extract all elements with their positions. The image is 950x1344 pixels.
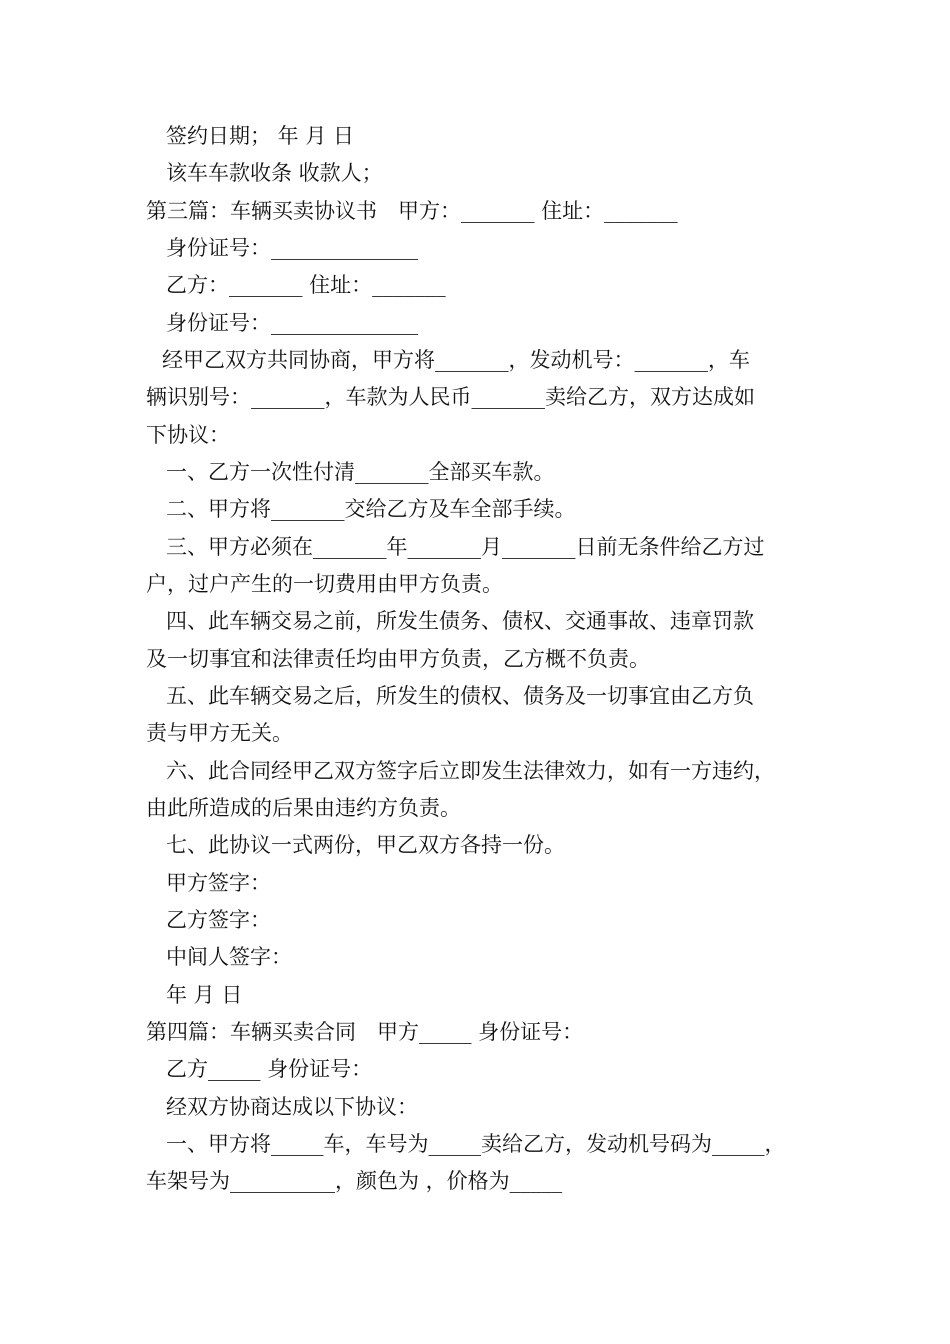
part-four-clause-1-continued: 车架号为__________，颜色为 ，价格为_____ [146,1169,563,1193]
clause-5-continued: 责与甲方无关。 [146,721,293,745]
clause-3-continued: 户，过户产生的一切费用由甲方负责。 [146,572,503,596]
party-b-signature: 乙方签字： [166,908,271,932]
party-b-line: 乙方：_______ 住址：_______ [166,273,446,297]
intermediary-signature: 中间人签字： [166,945,292,969]
clause-3: 三、甲方必须在_______年_______月_______日前无条件给乙方过 [166,535,765,559]
receipt-line: 该车车款收条 收款人； [166,161,383,185]
clause-2: 二、甲方将_______交给乙方及车全部手续。 [166,497,576,521]
agreement-paragraph-line: 下协议： [146,423,230,447]
clause-5: 五、此车辆交易之后，所发生的债权、债务及一切事宜由乙方负 [166,684,754,708]
part-three-heading: 第三篇：车辆买卖协议书 甲方：_______ 住址：_______ [146,199,678,223]
part-four-clause-1: 一、甲方将_____车，车号为_____卖给乙方，发动机号码为_____， [166,1132,786,1156]
clause-6: 六、此合同经甲乙双方签字后立即发生法律效力，如有一方违约， [166,759,775,783]
clause-6-continued: 由此所造成的后果由违约方负责。 [146,796,461,820]
part-four-heading: 第四篇：车辆买卖合同 甲方_____ 身份证号： [146,1020,584,1044]
agreement-paragraph-line: 辆识别号：_______，车款为人民币_______卖给乙方，双方达成如 [146,385,755,409]
clause-4-continued: 及一切事宜和法律责任均由甲方负责，乙方概不负责。 [146,647,650,671]
party-a-id-line: 身份证号：______________ [166,236,418,260]
signature-date: 年 月 日 [166,983,243,1007]
part-four-party-b: 乙方_____ 身份证号： [166,1057,373,1081]
agreement-paragraph-line: 经甲乙双方共同协商，甲方将_______，发动机号：_______，车 [162,348,750,372]
party-a-signature: 甲方签字： [166,871,271,895]
clause-7: 七、此协议一式两份，甲乙双方各持一份。 [166,833,565,857]
party-b-id-line: 身份证号：______________ [166,311,418,335]
clause-4: 四、此车辆交易之前，所发生债务、债权、交通事故、违章罚款 [166,609,754,633]
part-four-intro: 经双方协商达成以下协议： [166,1095,418,1119]
clause-1: 一、乙方一次性付清_______全部买车款。 [166,460,555,484]
signing-date-line: 签约日期； 年 月 日 [166,124,355,148]
